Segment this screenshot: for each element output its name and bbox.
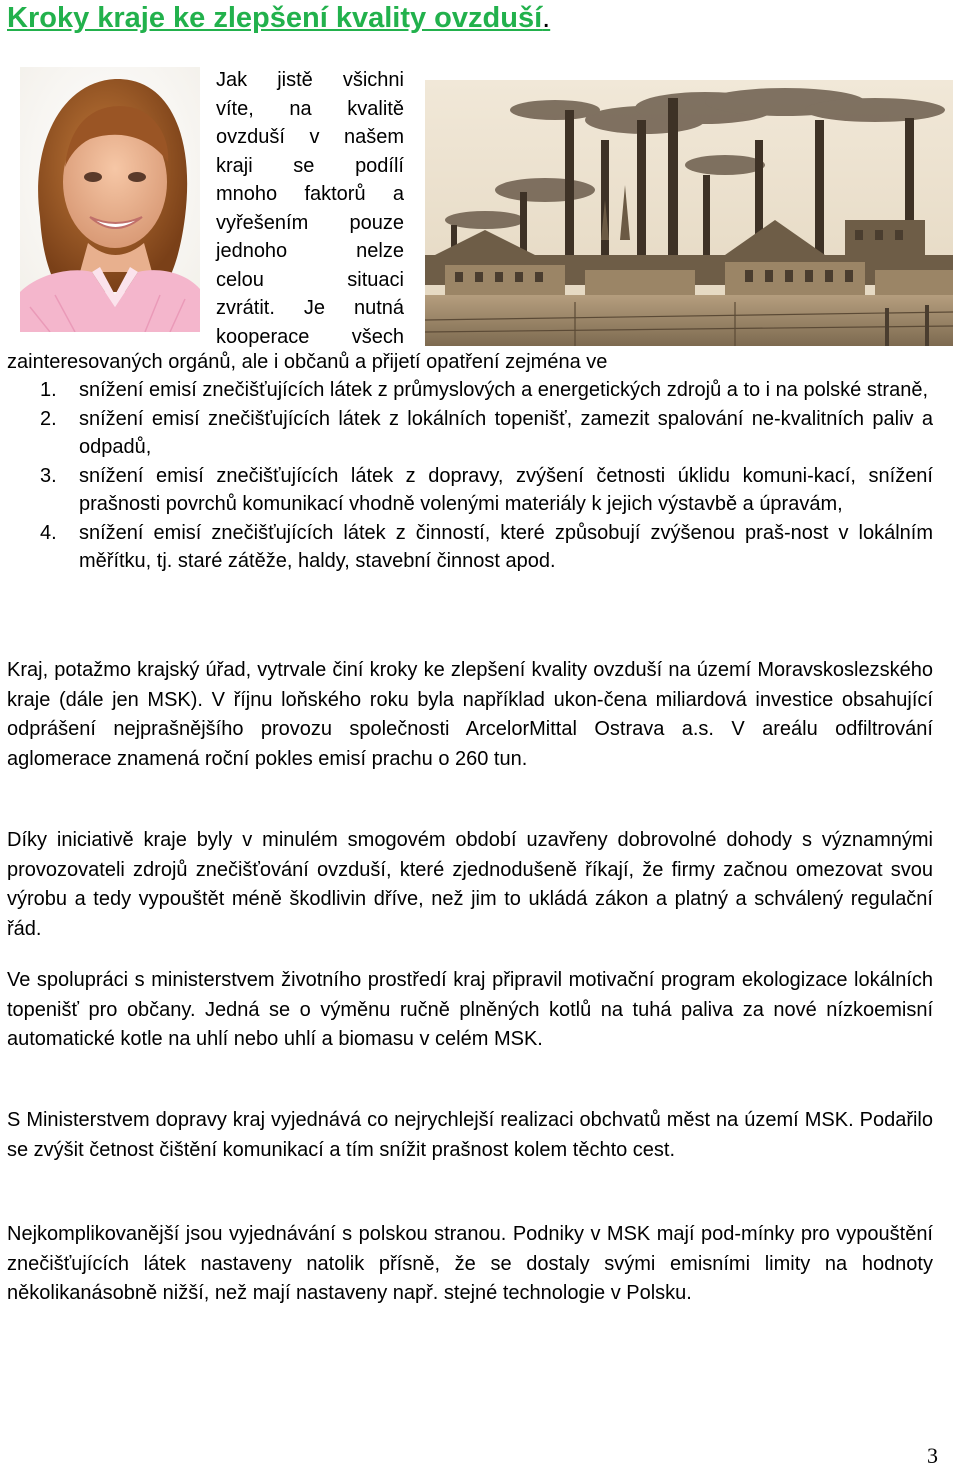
page-number: 3 xyxy=(927,1443,938,1468)
portrait-photo xyxy=(20,67,200,332)
list-item-text: snížení emisí znečišťujících látek z činností, které způsobují zvýšenou praš-nost v lokálním měřítku, tj. staré zátěže, haldy, stavební činnost apod. xyxy=(79,521,933,572)
factory-photo xyxy=(425,80,953,346)
title-period: . xyxy=(542,2,551,34)
list-item-number: 4. xyxy=(40,521,57,544)
intro-line: víte, na kvalitě xyxy=(216,97,404,120)
paragraph: Nejkomplikovanější jsou vyjednávání s polskou stranou. Podniky v MSK mají pod-mínky pro vypouštění znečišťujících látek nastaveny natolik přísně, že se dostaly svými emisními limity na hodnoty několikanásobně nižší, než mají nastaveny např. stejné technologie v Polsku. xyxy=(7,1223,933,1304)
paragraph: Kraj, potažmo krajský úřad, vytrvale činí kroky ke zlepšení kvality ovzduší na území Moravskoslezského kraje (dále jen MSK). V říjnu loňského roku byla například ukon-čena miliardová investice obsahující odprášení nejprašnějšího provozu společnosti ArcelorMittal Ostrava a.s. V areálu odfiltrování aglomerace znamená roční pokles emisí prachu o 260 tun. xyxy=(7,659,933,770)
list-item-number: 3. xyxy=(40,464,57,487)
list-item-text: snížení emisí znečišťujících látek z průmyslových a energetických zdrojů a to i na polské straně, xyxy=(79,379,928,401)
intro-line: Jak jistě všichni xyxy=(216,69,404,91)
measures-list xyxy=(40,376,933,576)
list-item xyxy=(40,519,933,576)
list-item xyxy=(40,462,933,519)
intro-line: vyřešením pouze xyxy=(216,211,404,234)
list-item xyxy=(40,376,933,405)
intro-line: ovzduší v našem xyxy=(216,126,404,148)
page-title: Kroky kraje ke zlepšení kvality ovzduší. xyxy=(7,2,551,34)
paragraph: Ve spolupráci s ministerstvem životního prostředí kraj připravil motivační program ekologizace lokálních topenišť pro občany. Jedná se o výměnu ručně plněných kotlů na tuhá paliva za nové nízkoemisní automatické kotle na uhlí nebo uhlí a biomasu v celém MSK. xyxy=(7,969,933,1050)
paragraph: Díky iniciativě kraje byly v minulém smogovém období uzavřeny dobrovolné dohody s významnými provozovateli zdrojů znečišťování ovzduší, které zjednodušeně říkají, že firmy začnou omezovat svou výrobu a tedy vypouštět méně škodlivin dříve, než jim to ukládá zákon a platný a schválený regulační řád. xyxy=(7,829,933,940)
intro-line: celou situaci xyxy=(216,268,404,291)
list-item-number: 2. xyxy=(40,407,57,430)
list-item-text: snížení emisí znečišťujících látek z dopravy, zvýšení četnosti úklidu komuni-kací, snížení prašnosti povrchů komunikací vhodně volenými materiály k jejich výstavbě a úpravám, xyxy=(79,464,933,515)
intro-line: zvrátit. Je nutná xyxy=(216,297,404,319)
intro-line: jednoho nelze xyxy=(216,240,404,262)
intro-continuation: zainteresovaných orgánů, ale i občanů a přijetí opatření zejména ve xyxy=(7,351,608,373)
intro-text xyxy=(216,66,404,351)
list-item xyxy=(40,405,933,462)
list-item-text: snížení emisí znečišťujících látek z lokálních topenišť, zamezit spalování ne-kvalitních paliv a odpadů, xyxy=(79,407,933,458)
list-item-number: 1. xyxy=(40,379,57,401)
intro-line: kraji se podílí xyxy=(216,154,404,177)
intro-line: mnoho faktorů a xyxy=(216,183,404,205)
intro-line: kooperace všech xyxy=(216,325,404,348)
paragraph: S Ministerstvem dopravy kraj vyjednává co nejrychlejší realizaci obchvatů měst na území MSK. Podařilo se zvýšit četnost čištění komunikací a tím snížit prašnost kolem těchto cest. xyxy=(7,1109,933,1161)
